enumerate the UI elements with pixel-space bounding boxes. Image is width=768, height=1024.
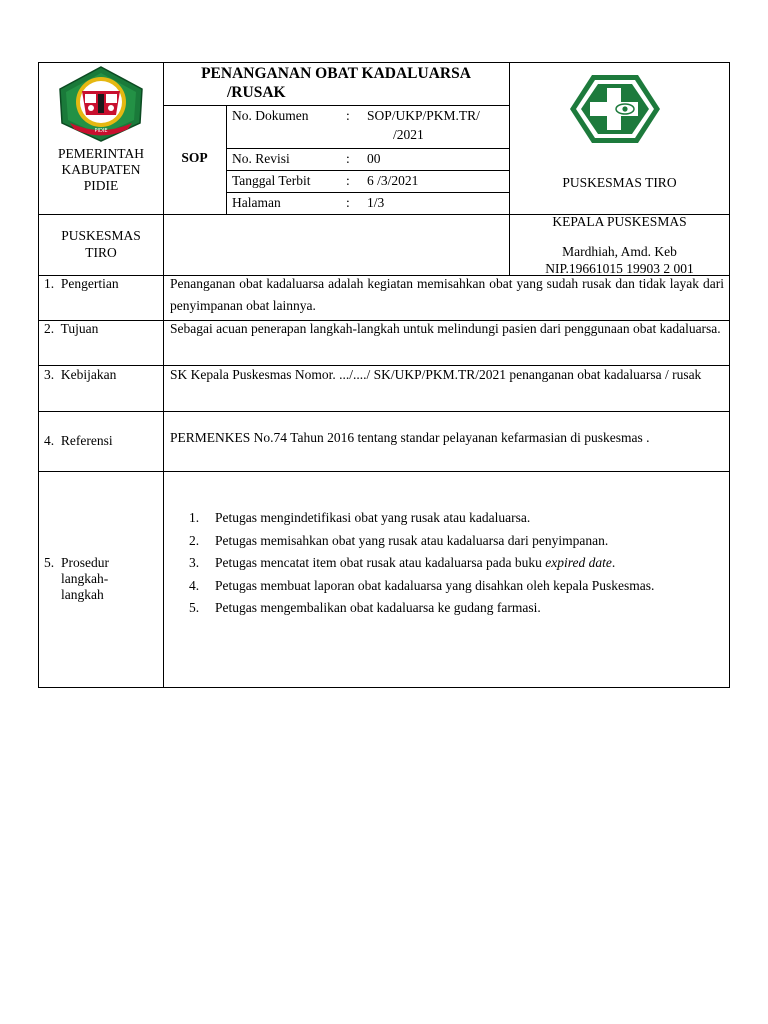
left-org-line-1: PEMERINTAH — [58, 146, 144, 161]
meta-label: Halaman — [232, 195, 281, 210]
signature-left-line-2: TIRO — [85, 245, 117, 260]
prosedur-step — [189, 575, 702, 598]
title-line-1: PENANGANAN OBAT KADALUARSA — [201, 65, 471, 82]
meta-label: No. Dokumen — [232, 108, 309, 123]
prosedur-line-1: Prosedur — [61, 555, 109, 570]
title-line-2: /RUSAK — [227, 84, 286, 101]
right-header-divider — [509, 62, 510, 276]
meta-sep: : — [346, 108, 350, 123]
document-title — [165, 64, 507, 102]
section-text-referensi: PERMENKES No.74 Tahun 2016 tentang standar pelayanan kefarmasian di puskesmas . — [170, 430, 650, 445]
meta-value-cont: /2021 — [393, 127, 424, 142]
section-text-kebijakan: SK Kepala Puskesmas Nomor. .../..../ SK/UKP/PKM.TR/2021 penanganan obat kadaluarsa / rusak — [170, 367, 702, 382]
section-text-pengertian: Penanganan obat kadaluarsa adalah kegiatan memisahkan obat yang sudah rusak dan tidak layak dari penyimpanan obat lainnya. — [170, 276, 724, 313]
step-text: Petugas memisahkan obat yang rusak atau kadaluarsa dari penyimpanan. — [215, 532, 609, 548]
pidie-emblem-icon — [54, 65, 148, 143]
step-text-tail: . — [611, 555, 616, 570]
prosedur-step — [189, 597, 702, 620]
puskesmas-logo — [568, 73, 662, 145]
meta-sep: : — [346, 173, 350, 188]
step-num: 3. — [189, 555, 200, 570]
meta-value: 00 — [367, 151, 381, 166]
step-num: 5. — [189, 600, 200, 615]
meta-label: No. Revisi — [232, 151, 290, 166]
step-num: 2. — [189, 532, 200, 548]
meta-sep: : — [346, 195, 350, 210]
puskesmas-logo-icon — [568, 73, 662, 145]
meta-value: 6 /3/2021 — [367, 173, 419, 188]
prosedur-line-3: langkah — [61, 587, 104, 602]
step-text: Petugas mencatat item obat rusak atau kadaluarsa pada buku — [215, 555, 546, 570]
section-label-tujuan: 2. Tujuan — [44, 321, 99, 336]
left-org-name — [40, 146, 162, 194]
step-num: 4. — [189, 577, 200, 593]
pidie-emblem — [54, 65, 148, 143]
signature-block — [511, 213, 728, 277]
section-label-referensi: 4. Referensi — [44, 433, 113, 448]
step-text: Petugas mengindetifikasi obat yang rusak atau kadaluarsa. — [215, 510, 531, 525]
meta-sep: : — [346, 151, 350, 166]
prosedur-step — [189, 530, 702, 553]
step-text: Petugas membuat laporan obat kadaluarsa yang disahkan oleh kepala Puskesmas. — [215, 577, 655, 593]
step-text: Petugas mengembalikan obat kadaluarsa ke gudang farmasi. — [215, 600, 541, 615]
logo-banner-text: PIDIE — [94, 128, 108, 134]
meta-value: SOP/UKP/PKM.TR/ — [367, 108, 480, 123]
step-text-wrap — [215, 552, 702, 575]
row4-bottom-line — [38, 471, 730, 472]
prosedur-step — [189, 507, 702, 530]
sop-label: SOP — [181, 150, 208, 165]
row3-bottom-line — [38, 411, 730, 412]
step-num: 1. — [189, 510, 200, 525]
right-org-name: PUSKESMAS TIRO — [562, 175, 677, 190]
meta-value: 1/3 — [367, 195, 385, 210]
section-label-pengertian: 1. Pengertian — [44, 276, 119, 291]
signature-left-line-1: PUSKESMAS — [61, 228, 141, 243]
prosedur-step — [189, 552, 702, 575]
prosedur-steps — [189, 507, 702, 620]
left-org-line-2: KABUPATEN — [61, 162, 141, 177]
signature-name: Mardhiah, Amd. Keb — [562, 244, 677, 259]
section-text-tujuan: Sebagai acuan penerapan langkah-langkah untuk melindungi pasien dari penggunaan obat kadaluarsa. — [170, 321, 721, 336]
signature-nip: NIP.19661015 19903 2 001 — [545, 261, 694, 276]
sop-divider — [226, 105, 227, 215]
signature-left-org — [40, 227, 162, 261]
left-org-line-3: PIDIE — [83, 178, 119, 193]
signature-role: KEPALA PUSKESMAS — [552, 214, 687, 229]
prosedur-line-2: langkah- — [61, 571, 109, 586]
step-text-italic: expired date — [545, 555, 612, 570]
prosedur-num: 5. — [44, 555, 55, 570]
section-label-kebijakan: 3. Kebijakan — [44, 367, 117, 382]
meta-label: Tanggal Terbit — [232, 173, 311, 188]
